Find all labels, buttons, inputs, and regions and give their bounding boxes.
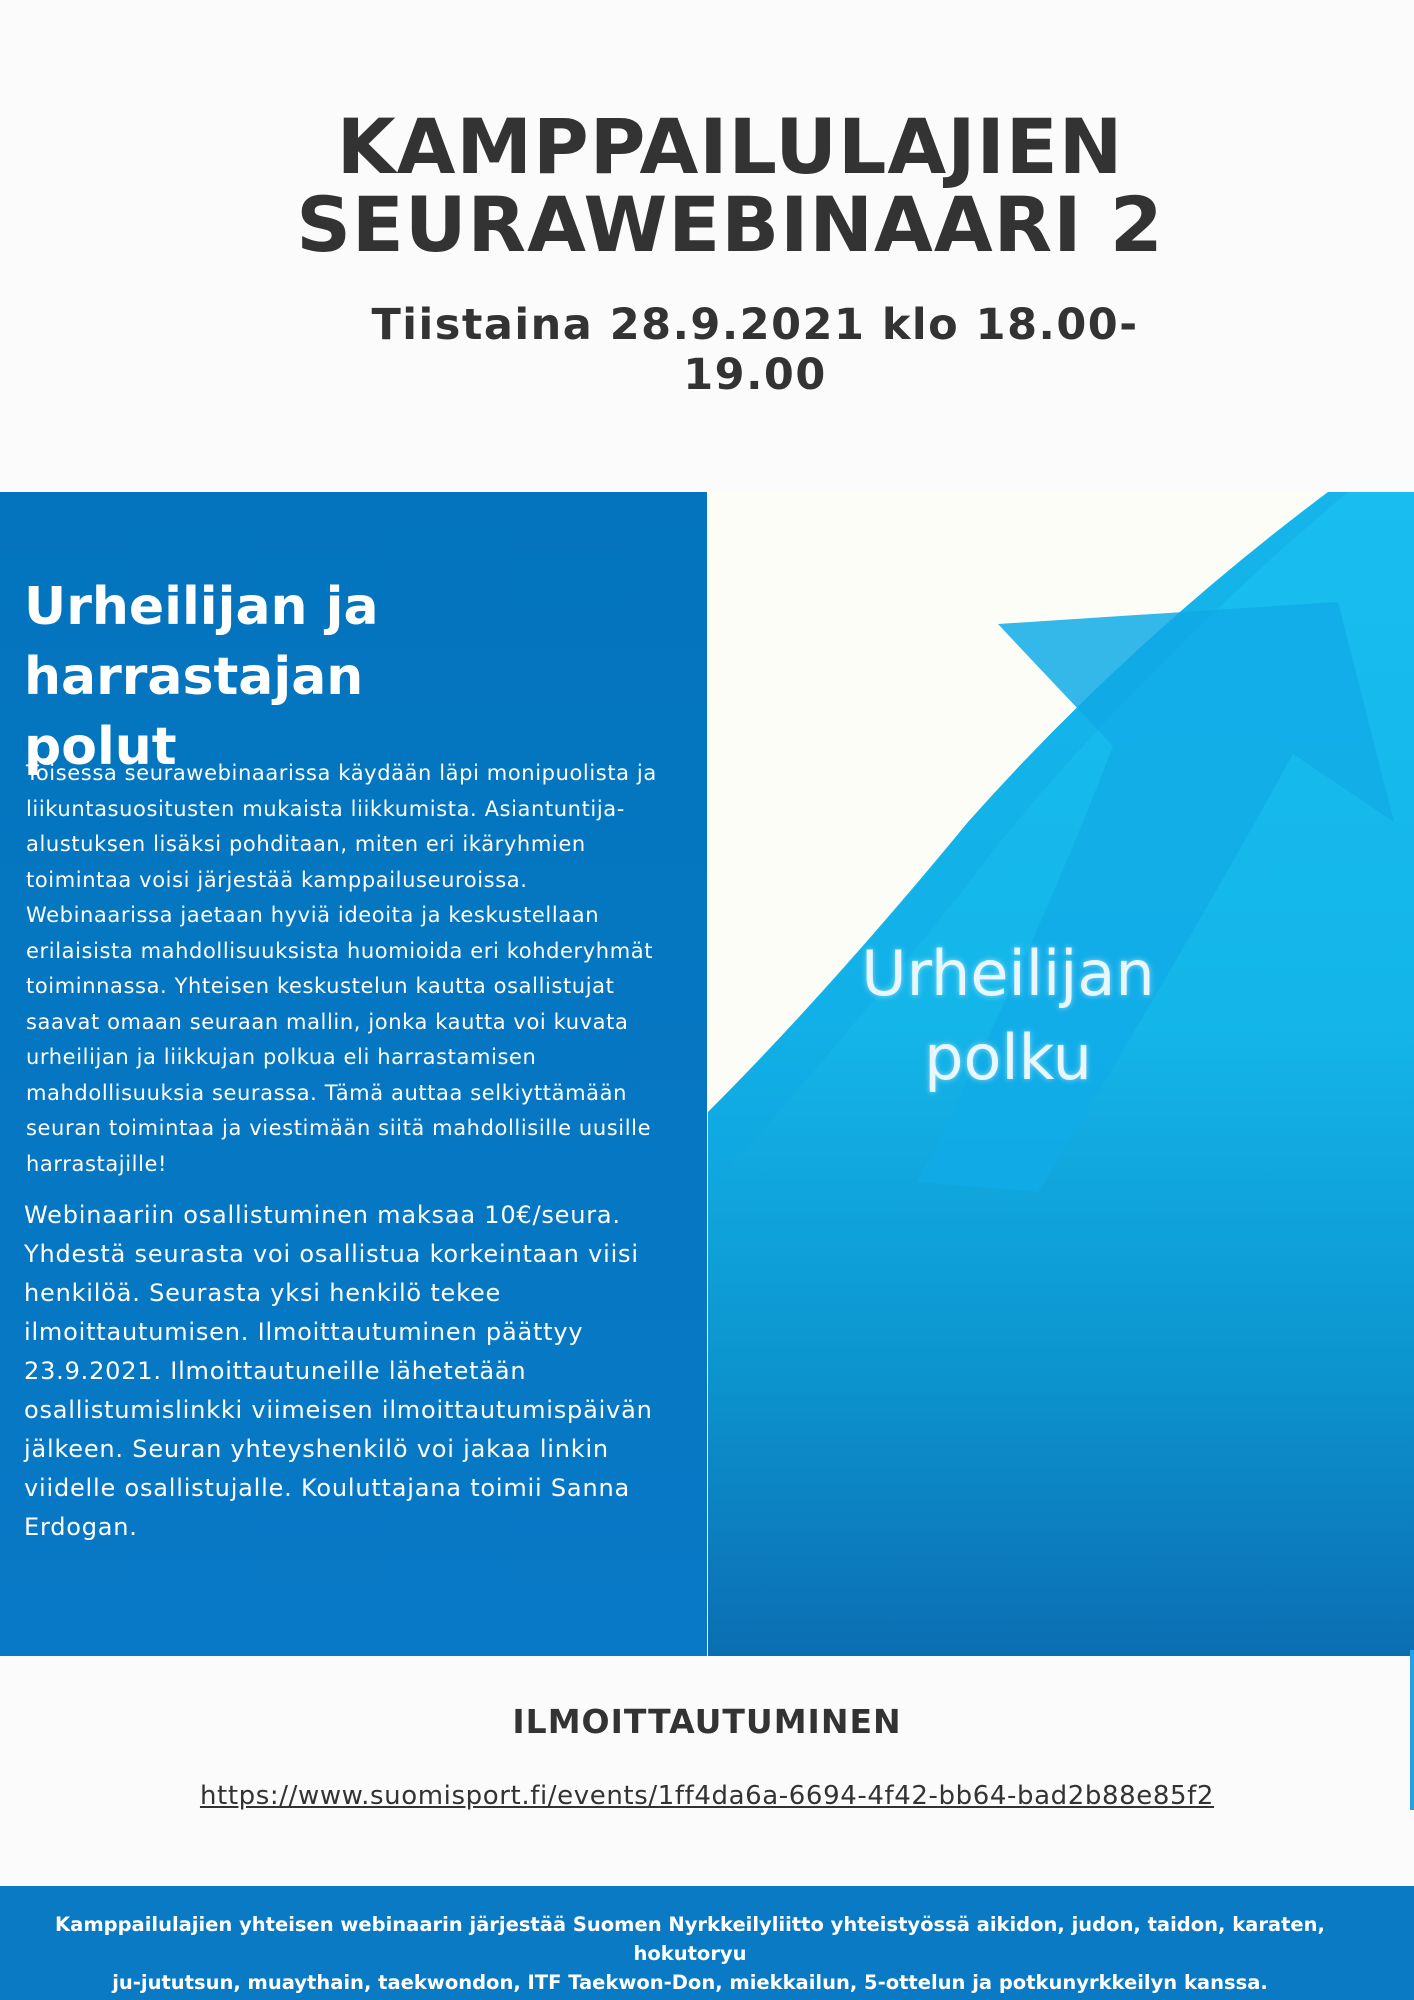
panel-heading <box>24 572 684 782</box>
edge-stripe <box>1410 1650 1414 1810</box>
event-date: Tiistaina 28.9.2021 klo 18.00-19.00 <box>371 300 1139 400</box>
athlete-path-image <box>708 492 1414 1656</box>
registration-heading: ILMOITTAUTUMINEN <box>512 1702 902 1741</box>
footer <box>0 1886 1414 2000</box>
image-caption <box>788 932 1228 1100</box>
participation-info: Webinaariin osallistuminen maksaa 10€/seura. Yhdestä seurasta voi osallistua korkeintaan viisi henkilöä. Seurasta yksi henkilö tekee ilmoittautumisen. Ilmoittautuminen päättyy 23.9.2021. Ilmoittautuneille lähetetään osallistumislinkki viimeisen ilmoittautumispäivän jälkeen. Seuran yhteyshenkilö voi jakaa linkin viidelle osallistujalle. Kouluttajana toimii Sanna Erdogan. <box>24 1201 653 1541</box>
page-title <box>250 102 1210 269</box>
image-caption-line-1: Urheilijan <box>861 937 1155 1010</box>
footer-text-line-1: Kamppailulajien yhteisen webinaarin järjestää Suomen Nyrkkeilyliitto yhteistyössä aikidon, judon, taidon, karaten, hokutoryu <box>55 1913 1325 1965</box>
registration-link[interactable]: https://www.suomisport.fi/events/1ff4da6a-6694-4f42-bb64-bad2b88e85f2 <box>199 1781 1215 1811</box>
image-caption-line-2: polku <box>924 1021 1092 1094</box>
description-panel <box>0 492 707 1656</box>
footer-text <box>0 1910 1380 1997</box>
panel-heading-line-2: polut <box>24 717 177 777</box>
description-text: Toisessa seurawebinaarissa käydään läpi monipuolista ja liikuntasuositusten mukaista liikkumista. Asiantuntija-alustuksen lisäksi pohditaan, miten eri ikäryhmien toimintaa voisi järjestää kamppailuseuroissa. Webinaarissa jaetaan hyviä ideoita ja keskustellaan erilaisista mahdollisuuksista huomioida eri kohderyhmät toiminnassa. Yhteisen keskustelun kautta osallistujat saavat omaan seuraan mallin, jonka kautta voi kuvata urheilijan ja liikkujan polkua eli harrastamisen mahdollisuuksia seurassa. Tämä auttaa selkiyttämään seuran toimintaa ja viestimään siitä mahdollisille uusille harrastajille! <box>26 761 657 1176</box>
title-line-1: KAMPPAILULAJIEN <box>336 102 1124 191</box>
panel-heading-line-1: Urheilijan ja harrastajan <box>24 577 379 707</box>
title-line-2: SEURAWEBINAARI 2 <box>296 180 1164 269</box>
footer-text-line-2: ju-jututsun, muaythain, taekwondon, ITF Taekwon-Don, miekkailun, 5-ottelun ja potkunyrkkeilyn kanssa. <box>112 1971 1268 1994</box>
